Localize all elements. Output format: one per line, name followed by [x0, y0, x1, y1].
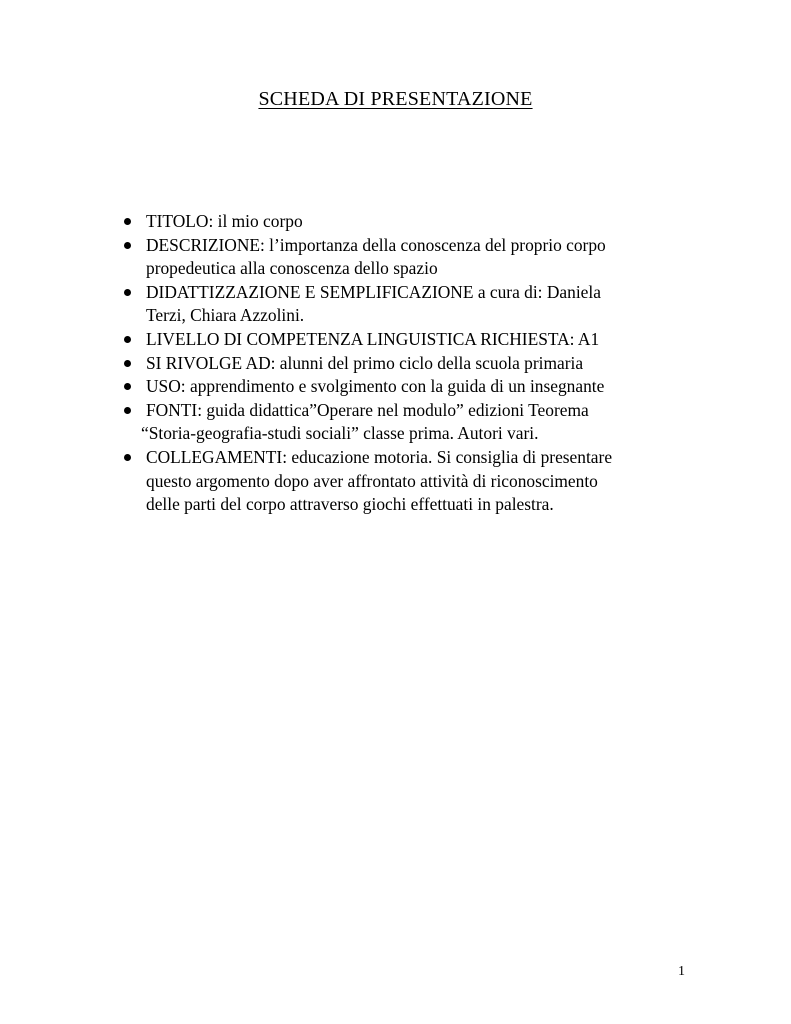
list-item-text: LIVELLO DI COMPETENZA LINGUISTICA RICHIESTA: A1 [146, 328, 600, 349]
list-item-text: SI RIVOLGE AD: alunni del primo ciclo della scuola primaria [146, 352, 584, 373]
list-item-text: COLLEGAMENTI: educazione motoria. Si consiglia di presentare [146, 446, 613, 467]
list-item-fonti [122, 399, 682, 446]
list-item-uso [122, 375, 682, 399]
bullet-icon [124, 407, 131, 414]
list-item-descrizione [122, 234, 682, 281]
bullet-icon [124, 289, 131, 296]
presentation-list [122, 210, 682, 517]
bullet-icon [124, 242, 131, 249]
list-item-text: DESCRIZIONE: l’importanza della conoscenza del proprio corpo [146, 234, 606, 255]
list-item-titolo [122, 210, 682, 234]
bullet-icon [124, 218, 131, 225]
list-item-si-rivolge [122, 352, 682, 376]
bullet-icon [124, 336, 131, 343]
list-item-text-continued: delle parti del corpo attraverso giochi effettuati in palestra. [146, 494, 554, 515]
list-item-text-continued: “Storia-geografia-studi sociali” classe prima. Autori vari. [141, 423, 539, 444]
bullet-icon [124, 360, 131, 367]
list-item-text: FONTI: guida didattica”Operare nel modulo” edizioni Teorema [146, 399, 589, 420]
list-item-didattizzazione [122, 281, 682, 328]
list-item-text-continued: propedeutica alla conoscenza dello spazio [146, 258, 438, 279]
list-item-text-continued: questo argomento dopo aver affrontato attività di riconoscimento [146, 470, 598, 491]
page-title: SCHEDA DI PRESENTAZIONE [258, 88, 533, 110]
list-item-text: USO: apprendimento e svolgimento con la guida di un insegnante [146, 376, 605, 397]
list-item-text: TITOLO: il mio corpo [146, 211, 303, 231]
list-item-livello [122, 328, 682, 352]
list-item-text: DIDATTIZZAZIONE E SEMPLIFICAZIONE a cura di: Daniela [146, 281, 601, 302]
page-number: 1 [678, 964, 685, 979]
bullet-icon [124, 383, 131, 390]
list-item-text-continued: Terzi, Chiara Azzolini. [146, 305, 305, 326]
bullet-icon [124, 454, 131, 461]
list-item-collegamenti [122, 446, 682, 517]
